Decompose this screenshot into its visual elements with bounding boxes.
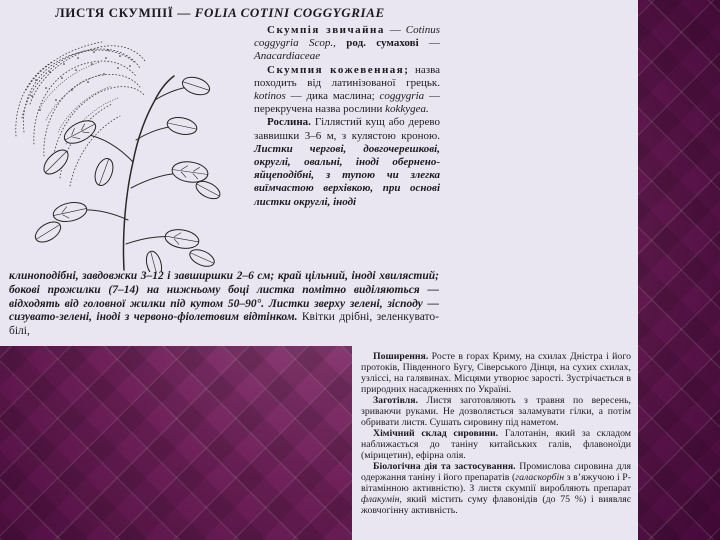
section-lead: Рослина.: [267, 116, 311, 129]
drug-name-galascorbin: галаскорбін: [515, 472, 565, 483]
text-run: ,: [333, 37, 347, 50]
text-run: Листя заготовляють з травня по вересень, зриваючи руками. Не дозволяється заламувати гілки, а потім обривати листя. Сушать сировину під наметом.: [361, 395, 631, 428]
species-name-uk: Скумпія звичайна: [267, 24, 385, 36]
text-run: назва походить від латинізованої грецьк.: [254, 63, 440, 89]
text-run: Промислова сировина для одержання таніну і його препаратів (: [361, 461, 631, 483]
paragraph-plant-description: [254, 116, 440, 208]
section-lead: Хімічний склад сировини.: [373, 428, 499, 439]
drug-name-flacumin: флакумін: [361, 494, 400, 505]
text-run: —: [418, 37, 441, 50]
scanned-page-bottom: [352, 346, 638, 540]
section-lead: Поширення.: [373, 351, 429, 362]
paragraph-biological-action: [361, 461, 631, 516]
page-title: [55, 5, 385, 21]
family-name-uk: род. сумахові: [346, 37, 419, 50]
latin-epithet: coggygria: [379, 90, 425, 103]
species-name-ru: Скумпия кожевенная;: [267, 63, 410, 76]
cotinus-drawing-svg: [6, 20, 252, 272]
greek-plant-name: kokkygea.: [385, 103, 429, 116]
greek-word: kotinos: [254, 90, 286, 103]
text-run: Квітки дрібні, зеленкувато-білі,: [9, 311, 439, 338]
section-lead: Заготівля.: [373, 395, 418, 406]
text-column: [254, 24, 440, 209]
paragraph-leaf-description-continued: [9, 270, 439, 339]
paragraph-species: [254, 24, 440, 64]
species-name-latin: Cotinus coggygria Scop.: [254, 24, 440, 50]
leaf-description-emphasis: клиноподібні, завдовжки 3–12 і завширшки 2–6 см; край цільний, іноді хвилястий; бокові прожилки (7–14) на нижньому боці листка помітно виділяються — відходять від головної жилки під кутом 50–90°. Листки зверху зелені, зісподу — сизувато-зелені, іноді з червоно-фіолетовим відтінком.: [9, 270, 439, 324]
paragraph-harvesting: [361, 395, 631, 428]
text-run: — дика маслина;: [285, 90, 380, 103]
section-lead: Біологічна дія та застосування.: [373, 461, 516, 472]
title-latin: FOLIA COTINI COGGYGRIAE: [194, 5, 385, 20]
text-run: Росте в горах Криму, на схилах Дністра і його протоків, Південного Бугу, Сіверського Дінця, на сухих схилах, узліссі, на галявинах. Місцями утворює зарості. Зустрічається в природних насадженнях по Україні.: [361, 351, 631, 395]
title-ukrainian: ЛИСТЯ СКУМПІЇ —: [55, 5, 195, 20]
text-run: — перекручена назва рослини: [254, 90, 440, 116]
botanical-illustration: [6, 20, 252, 272]
paragraph-distribution: [361, 351, 631, 395]
family-name-latin: Anacardiaceae: [254, 50, 321, 63]
text-run: з в’яжучою і Р-вітамінною активністю). З листя скумпії виробляють препарат: [361, 472, 632, 494]
leaf-description-emphasis: Листки чергові, довгочерешкові, округлі, овальні, іноді обернено-яйцеподібні, з тупою чи злегка виїмчастою верхівкою, при основі листки округлі, іноді: [254, 142, 440, 208]
text-run: Галотанін, який за складом наближається до таніну китайських галів, флавоноїди (мірицетин), ефірна олія.: [361, 428, 631, 461]
paragraph-etymology: [254, 64, 440, 117]
text-run: Гіллястий кущ або дерево заввишки 3–6 м, з кулястою кроною.: [254, 116, 440, 142]
paragraph-chemical-composition: [361, 428, 631, 461]
text-run: , який містить суму флавонідів (до 75 %) і виявляє жовчогінну активність.: [361, 494, 631, 516]
text-run: —: [384, 24, 406, 36]
